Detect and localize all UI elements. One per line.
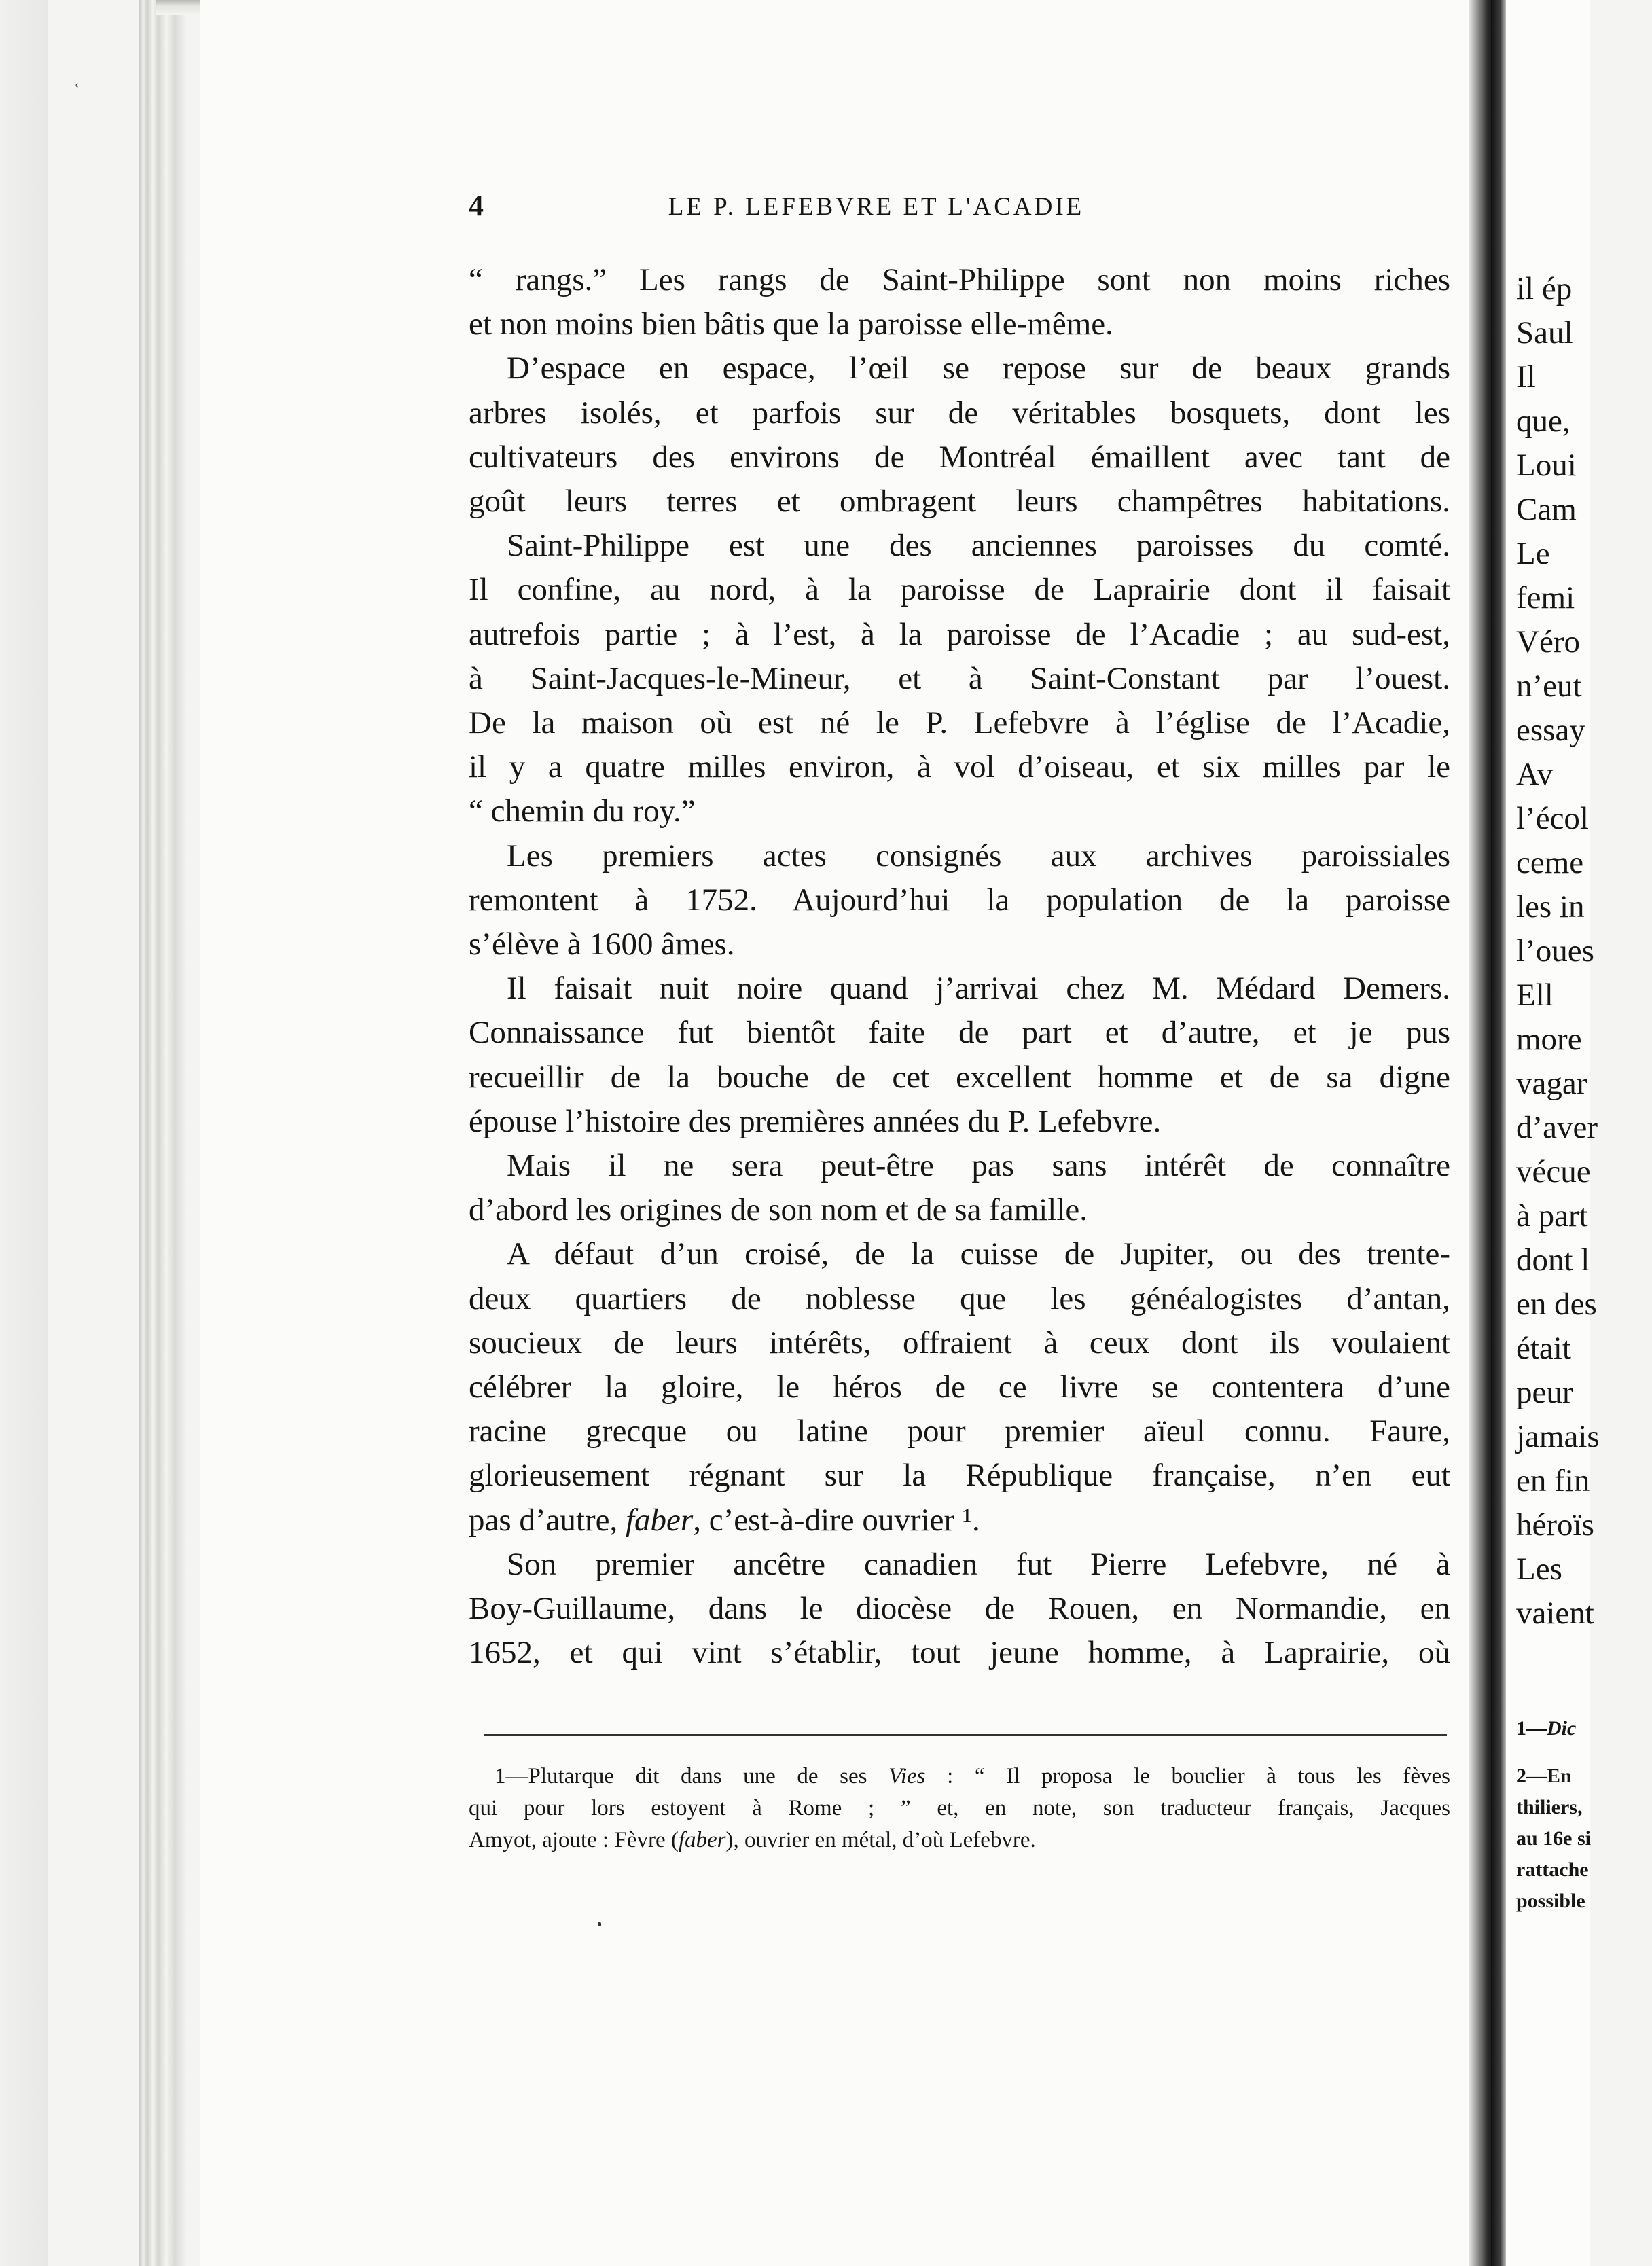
body-line: “ chemin du roy.” <box>469 793 696 829</box>
scan-border-left <box>0 0 48 2266</box>
facing-page-line: d’aver <box>1516 1110 1598 1145</box>
facing-page-line: femi <box>1516 580 1575 615</box>
footnote-line: Amyot, ajoute : Fèvre (faber), ouvrier en métal, d’où Lefebvre. <box>469 1828 1036 1852</box>
facing-page-footnote-line: thiliers, <box>1516 1796 1583 1818</box>
body-line: racine grecque ou latine pour premier aïeul connu. Faure, <box>469 1414 1450 1450</box>
body-line: A défaut d’un croisé, de la cuisse de Jupiter, ou des trente- <box>507 1236 1450 1272</box>
body-line: Son premier ancêtre canadien fut Pierre Lefebvre, né à <box>507 1546 1450 1582</box>
body-text <box>469 258 1450 1676</box>
body-line: Il faisait nuit noire quand j’arrivai chez M. Médard Demers. <box>507 971 1450 1007</box>
gutter-fold <box>1491 0 1506 2266</box>
body-line: De la maison où est né le P. Lefebvre à l’église de l’Acadie, <box>469 705 1450 741</box>
facing-page-line: Le <box>1516 536 1550 571</box>
facing-page-line: était <box>1516 1331 1571 1366</box>
running-head: LE P. LEFEBVRE ET L'ACADIE <box>668 193 1085 221</box>
facing-page-line: en fin <box>1516 1463 1590 1498</box>
body-line: Les premiers actes consignés aux archives paroissiales <box>507 838 1450 874</box>
facing-page-line: vagar <box>1516 1066 1587 1101</box>
body-line: arbres isolés, et parfois sur de véritables bosquets, dont les <box>469 395 1450 431</box>
facing-page-line: l’oues <box>1516 933 1594 969</box>
facing-page-line: Av <box>1516 757 1553 792</box>
body-line: “ rangs.” Les rangs de Saint-Philippe sont non moins riches <box>469 262 1450 298</box>
footnote-line: qui pour lors estoyent à Rome ; ” et, en note, son traducteur français, Jacques <box>469 1796 1450 1820</box>
facing-page-line: héroïs <box>1516 1507 1594 1543</box>
facing-page-line: l’écol <box>1516 801 1589 836</box>
body-line: autrefois partie ; à l’est, à la paroisse de l’Acadie ; au sud-est, <box>469 616 1450 652</box>
facing-page-footnote-line: au 16e si <box>1516 1827 1592 1850</box>
body-line: Saint-Philippe est une des anciennes paroisses du comté. <box>507 528 1450 564</box>
facing-page-line: Véro <box>1516 624 1580 660</box>
body-line: d’abord les origines de son nom et de sa famille. <box>469 1192 1088 1228</box>
body-line: remontent à 1752. Aujourd’hui la population de la paroisse <box>469 882 1450 918</box>
body-line: cultivateurs des environs de Montréal émaillent avec tant de <box>469 439 1450 475</box>
body-line: à Saint-Jacques-le-Mineur, et à Saint-Constant par l’ouest. <box>469 660 1450 696</box>
facing-page-line: Il <box>1516 359 1536 395</box>
body-line: épouse l’histoire des premières années du P. Lefebvre. <box>469 1103 1162 1139</box>
body-line: 1652, et qui vint s’établir, tout jeune homme, à Laprairie, où <box>469 1635 1450 1671</box>
footnote-line: 1—Plutarque dit dans une de ses Vies : “ Il proposa le bouclier à tous les fèves <box>495 1764 1450 1788</box>
body-line: D’espace en espace, l’œil se repose sur de beaux grands <box>507 350 1450 386</box>
body-line: Mais il ne sera peut-être pas sans intérêt de connaître <box>507 1148 1450 1184</box>
facing-page-line: Loui <box>1516 448 1577 483</box>
facing-page-line: more <box>1516 1022 1582 1057</box>
facing-page-line: Les <box>1516 1551 1562 1587</box>
footnote-rule <box>484 1734 1447 1736</box>
body-line: Connaissance fut bientôt faite de part et d’autre, et je pus <box>469 1015 1450 1051</box>
scan-speck <box>598 1922 601 1926</box>
facing-page-footnote-line: 2—En <box>1516 1765 1572 1787</box>
facing-page-line: ceme <box>1516 845 1584 880</box>
body-line: glorieusement régnant sur la République française, n’en eut <box>469 1458 1450 1494</box>
facing-page-footnote-line: possible <box>1516 1890 1585 1912</box>
facing-page-line: n’eut <box>1516 668 1582 704</box>
facing-page-line: Ell <box>1516 977 1554 1013</box>
facing-page-line: en des <box>1516 1287 1597 1322</box>
facing-page-line: Saul <box>1516 315 1573 350</box>
facing-page-footnote-line: rattache <box>1516 1858 1589 1881</box>
scan-speck: ʿ <box>73 80 80 103</box>
facing-page-line: que, <box>1516 403 1570 439</box>
facing-page-line: Cam <box>1516 492 1577 527</box>
facing-page-line: peur <box>1516 1375 1573 1410</box>
body-line: Boy-Guillaume, dans le diocèse de Rouen, en Normandie, en <box>469 1591 1450 1627</box>
facing-page-line: essay <box>1516 713 1585 748</box>
footnote <box>469 1761 1450 1856</box>
body-line: recueillir de la bouche de cet excellent homme et de sa digne <box>469 1059 1450 1095</box>
stacked-page-edges <box>139 0 200 2266</box>
facing-page-line: il ép <box>1516 271 1573 306</box>
facing-page-footnote-line: 1—Dic <box>1516 1717 1577 1740</box>
facing-page-line: vaient <box>1516 1596 1594 1631</box>
body-line: il y a quatre milles environ, à vol d’oiseau, et six milles par le <box>469 749 1450 785</box>
body-line: deux quartiers de noblesse que les généalogistes d’antan, <box>469 1280 1450 1316</box>
body-line: soucieux de leurs intérêts, offraient à ceux dont ils voulaient <box>469 1325 1450 1361</box>
facing-page-line: vécue <box>1516 1154 1591 1189</box>
facing-page-line: à part <box>1516 1198 1588 1234</box>
body-line: s’élève à 1600 âmes. <box>469 927 735 963</box>
body-line: pas d’autre, faber, c’est-à-dire ouvrier ¹. <box>469 1502 980 1538</box>
body-line: Il confine, au nord, à la paroisse de Laprairie dont il faisait <box>469 572 1450 608</box>
facing-page-line: jamais <box>1516 1419 1600 1454</box>
facing-page-line: dont l <box>1516 1242 1590 1278</box>
body-line: célébrer la gloire, le héros de ce livre se contentera d’une <box>469 1369 1450 1405</box>
page-number: 4 <box>469 189 484 222</box>
facing-page-line: les in <box>1516 889 1585 924</box>
body-line: et non moins bien bâtis que la paroisse elle-même. <box>469 306 1113 342</box>
body-line: goût leurs terres et ombragent leurs champêtres habitations. <box>469 484 1450 520</box>
